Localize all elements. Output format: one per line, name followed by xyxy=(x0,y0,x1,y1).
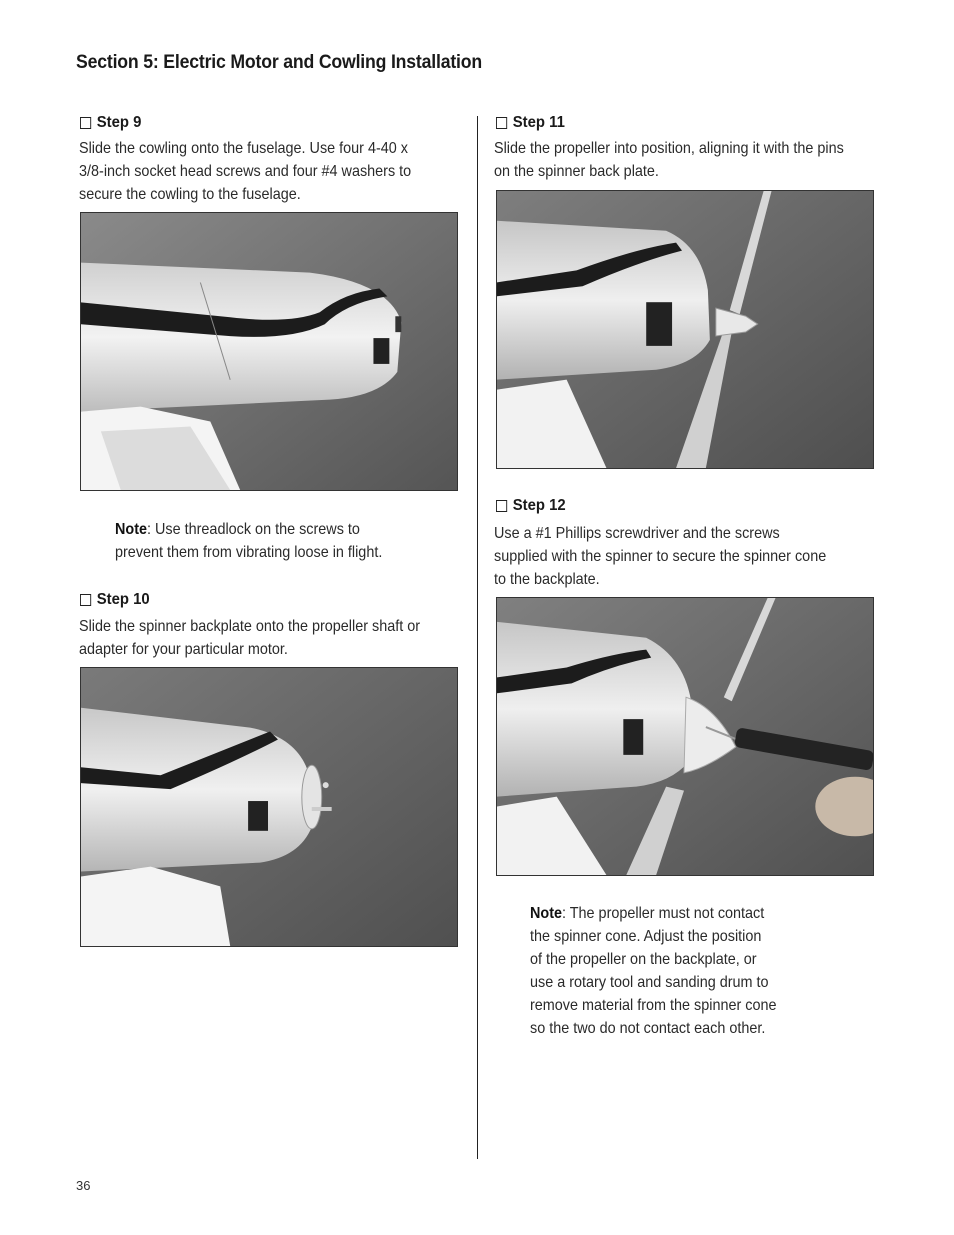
step-9-note xyxy=(115,518,382,564)
spinner-backplate-photo xyxy=(81,668,457,946)
step-11-text-line: Slide the propeller into position, aligning it with the pins xyxy=(494,140,844,157)
note-text: the spinner cone. Adjust the position xyxy=(530,928,762,945)
page-number: 36 xyxy=(76,1178,91,1193)
note-text: remove material from the spinner cone xyxy=(530,997,777,1014)
spinner-screwdriver-photo xyxy=(497,598,873,875)
note-text: of the propeller on the backplate, or xyxy=(530,951,757,968)
step-12-heading xyxy=(496,497,566,515)
column-divider xyxy=(477,116,478,1159)
note-text: prevent them from vibrating loose in flight. xyxy=(115,544,383,561)
note-text: : The propeller must not contact xyxy=(562,905,765,922)
step-11-text xyxy=(494,137,844,183)
step-12-heading-text: Step 12 xyxy=(512,497,566,514)
section-title: Section 5: Electric Motor and Cowling Installation xyxy=(76,52,482,73)
note-text: use a rotary tool and sanding drum to xyxy=(530,974,769,991)
step-10-text xyxy=(79,615,420,661)
step-12-text-line: to the backplate. xyxy=(494,571,600,588)
step-9-checkbox[interactable] xyxy=(80,117,91,129)
step-9-text-line: 3/8-inch socket head screws and four #4 washers to xyxy=(79,163,412,180)
step-12-text-line: Use a #1 Phillips screwdriver and the screws xyxy=(494,525,780,542)
step-9-text xyxy=(79,137,411,206)
step-9-heading-text: Step 9 xyxy=(96,114,142,131)
note-text: : Use threadlock on the screws to xyxy=(147,521,360,538)
step-10-checkbox[interactable] xyxy=(80,594,91,606)
step-9-text-line: secure the cowling to the fuselage. xyxy=(79,186,301,203)
step-12-checkbox[interactable] xyxy=(496,500,507,512)
step-9-heading xyxy=(80,114,141,132)
step-10-photo xyxy=(80,667,458,947)
note-label: Note xyxy=(530,905,563,922)
step-10-heading-text: Step 10 xyxy=(96,591,150,608)
step-11-photo xyxy=(496,190,874,469)
step-9-text-line: Slide the cowling onto the fuselage. Use four 4-40 x xyxy=(79,140,409,157)
step-12-note xyxy=(530,902,777,1040)
step-11-text-line: on the spinner back plate. xyxy=(494,163,659,180)
cowling-installed-photo xyxy=(81,213,457,490)
step-10-heading xyxy=(80,591,150,609)
step-10-text-line: Slide the spinner backplate onto the propeller shaft or xyxy=(79,618,421,635)
step-9-photo xyxy=(80,212,458,491)
note-label: Note xyxy=(115,521,148,538)
step-12-text-line: supplied with the spinner to secure the spinner cone xyxy=(494,548,827,565)
step-11-heading-text: Step 11 xyxy=(512,114,565,131)
step-10-text-line: adapter for your particular motor. xyxy=(79,641,288,658)
propeller-position-photo xyxy=(497,191,873,468)
step-11-checkbox[interactable] xyxy=(496,117,507,129)
step-12-photo xyxy=(496,597,874,876)
step-11-heading xyxy=(496,114,565,132)
step-12-text xyxy=(494,522,826,591)
note-text: so the two do not contact each other. xyxy=(530,1020,766,1037)
